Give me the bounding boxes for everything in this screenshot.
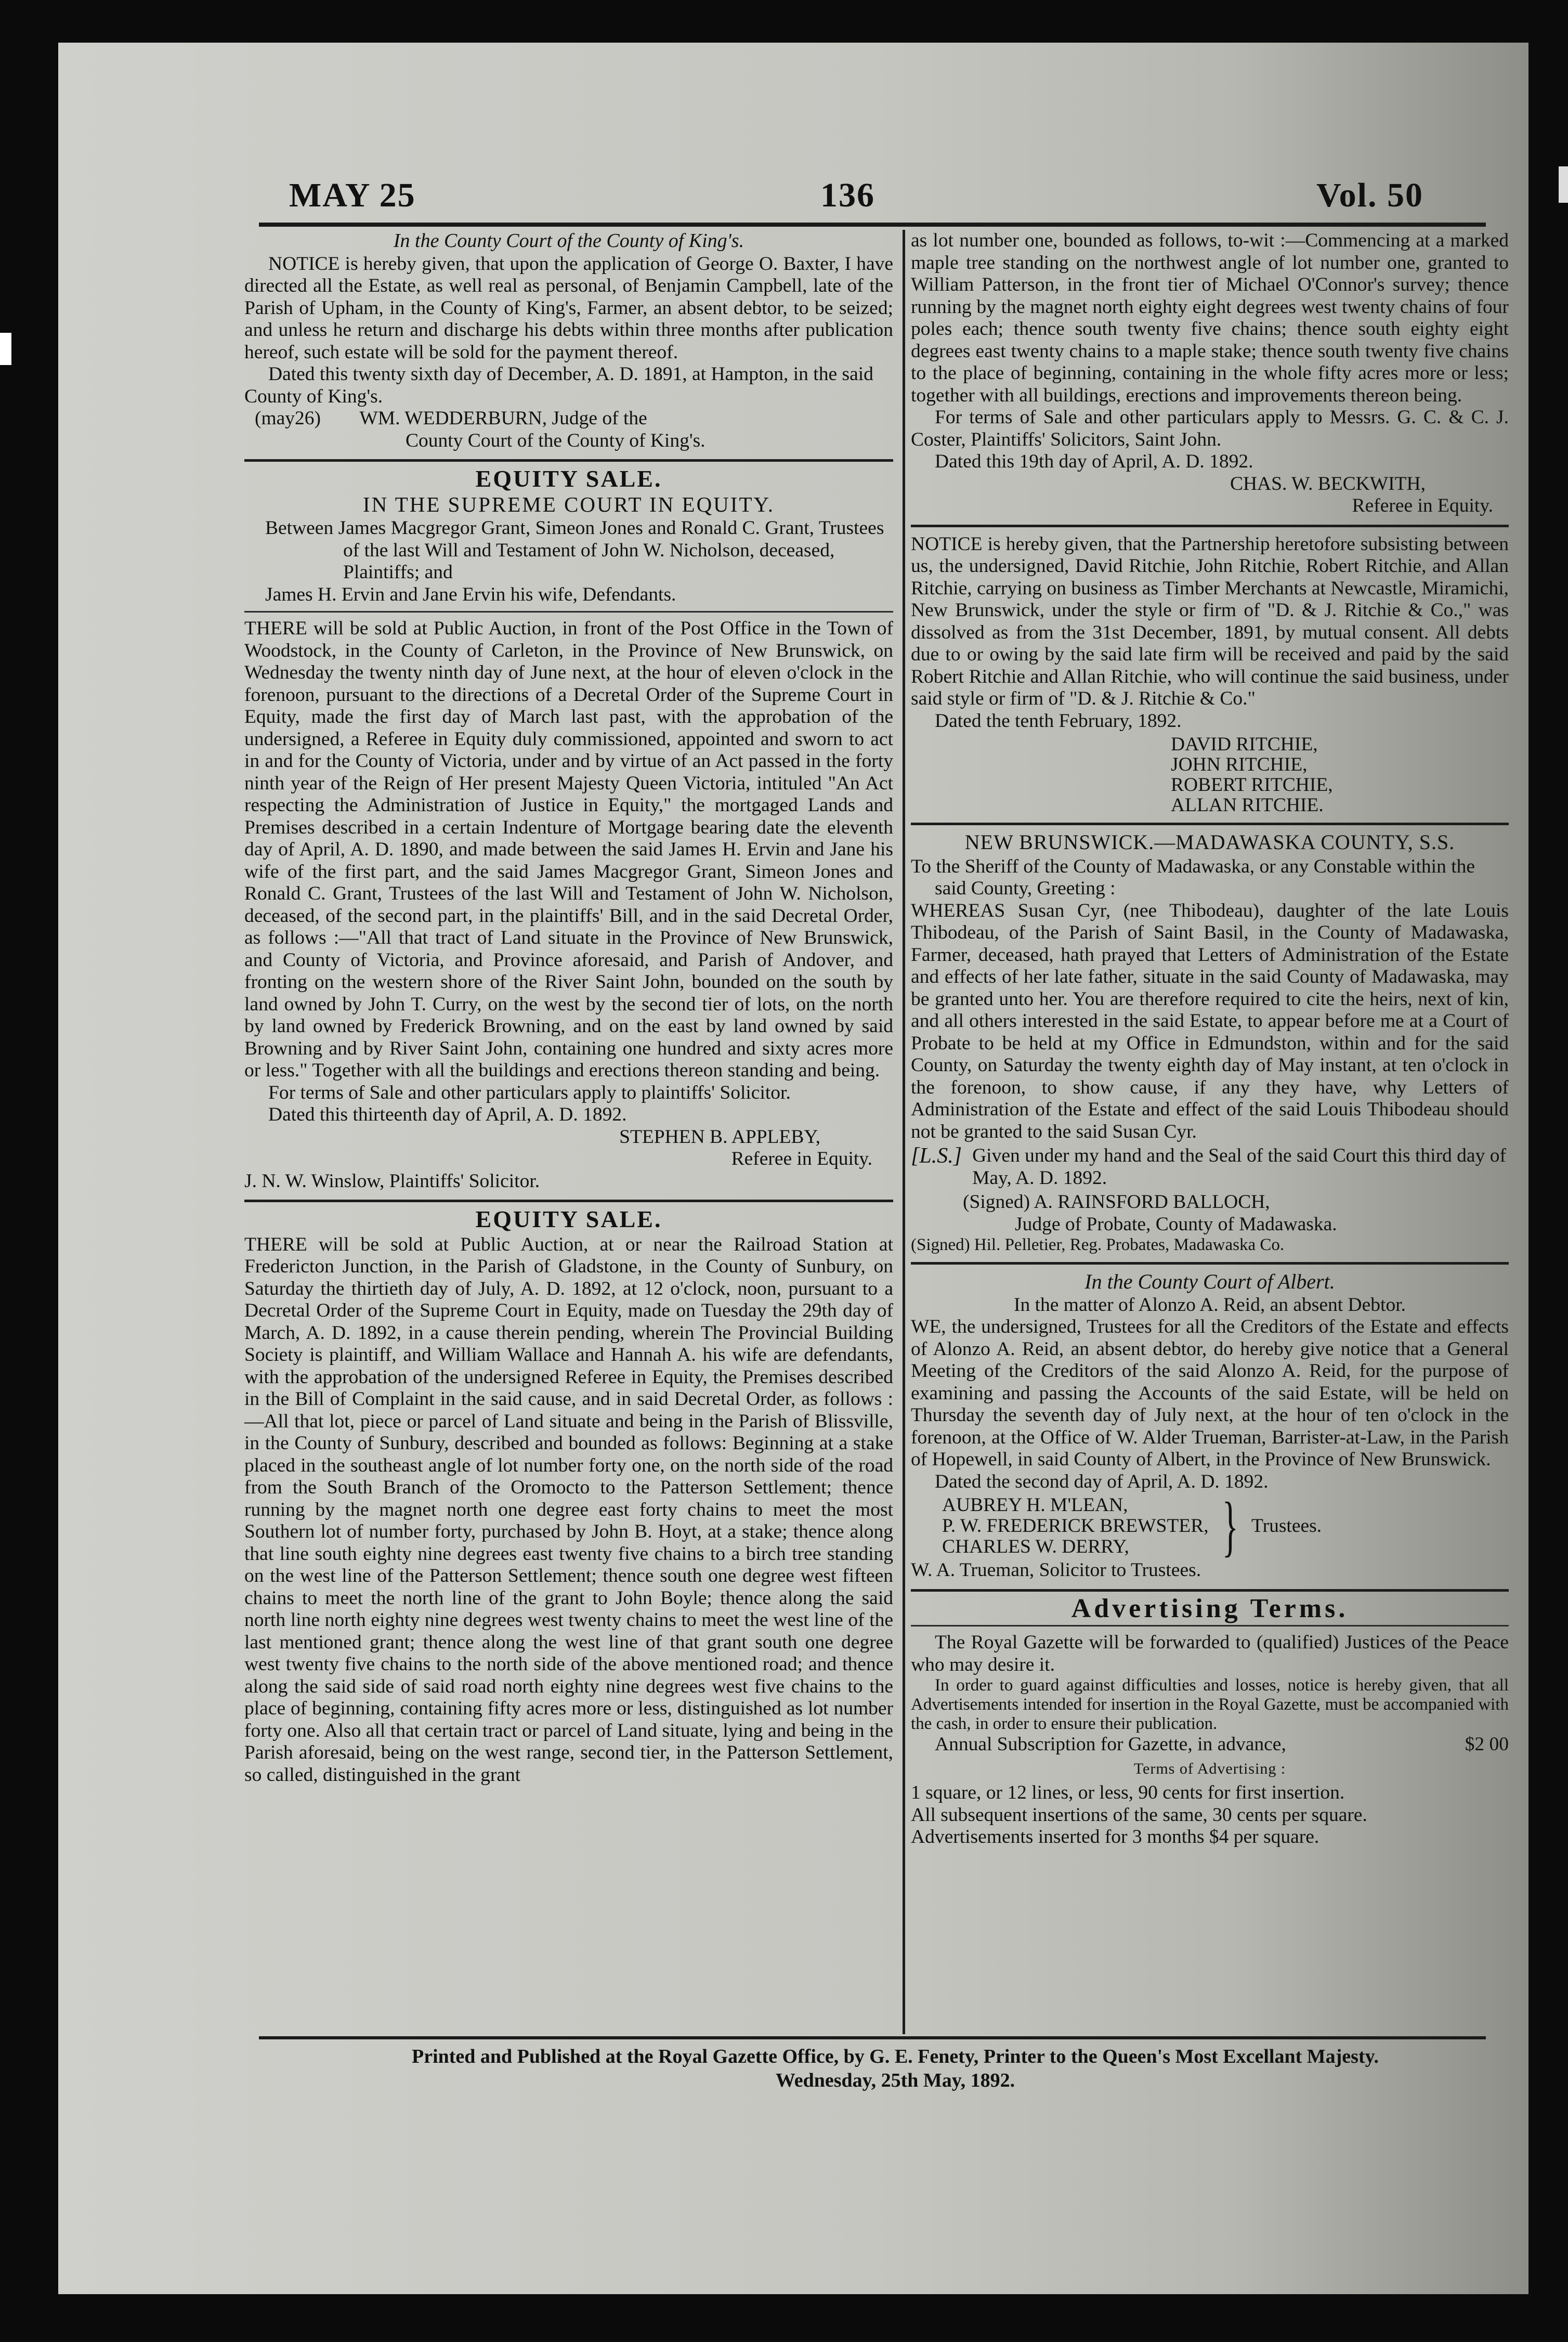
trustee-name: CHARLES W. DERRY, <box>942 1536 1129 1557</box>
trustee-block <box>911 1489 1509 1564</box>
notice-body: NOTICE is hereby given, that upon the application of George O. Baxter, I have directed all the Estate, as well real as personal, of Benjamin Campbell, late of the Parish of Upham, in the County of King's, Farmer, an absent debtor, to be seized; and unless he return and discharge his debts within three months after publication hereof, such estate will be sold for the payment thereof. <box>244 253 893 363</box>
partner-name: ROBERT RITCHIE, <box>1171 774 1333 796</box>
referee-title: Referee in Equity. <box>731 1148 872 1169</box>
court-heading: IN THE SUPREME COURT IN EQUITY. <box>362 492 775 516</box>
separator-rule <box>244 611 893 613</box>
advertising-terms <box>911 1593 1509 1849</box>
running-head <box>58 176 1528 223</box>
footer-rule <box>259 2036 1486 2039</box>
partner-name: JOHN RITCHIE, <box>1171 754 1308 775</box>
notice-heading: EQUITY SALE. <box>475 1206 662 1232</box>
trustee-name: AUBREY H. M'LEAN, <box>942 1494 1128 1516</box>
referee-name: CHAS. W. BECKWITH, <box>1230 473 1426 495</box>
seal-mark: [L.S.] <box>911 1144 962 1168</box>
gazette-distribution: The Royal Gazette will be forwarded to (qualified) Justices of the Peace who may desire it. <box>911 1632 1509 1675</box>
notice-body: THERE will be sold at Public Auction, at or near the Railroad Station at Fredericton Junction, in the Parish of Gladstone, in the County of Sunbury, on Saturday the thirtieth day of July, A. D. 1892, at 12 o'clock, noon, pursuant to a Decretal Order of the Supreme Court in Equity, made on Tuesday the 29th day of March, A. D. 1892, in a cause therein pending, wherein The Provincial Building Society is plaintiff, and William Wallace and Hannah A. his wife are defendants, with the approbation of the undersigned Referee in Equity, the Premises described in the Bill of Complaint in the said cause, and in said Decretal Order, as follows :—All that lot, piece or parcel of Land situate and being in the Parish of Blissville, in the County of Sunbury, described and bounded as follows: Beginning at a stake placed in the southeast angle of lot number forty one, on the north side of the road from the South Branch of the Oromocto to the Patterson Settlement; thence running by the magnet north one degree east forty chains to meet the most Southern lot of number forty, purchased by John B. Hoyt, at a stake; thence along that line south eighty nine degrees east twenty five chains to a birch tree standing on the west line of the Patterson Settlement; thence south one degree west fifteen chains to meet the north line of the grant to John Boyle; thence along the said north line north eighty nine degrees west twenty chains to meet the west line of the last mentioned grant; thence along the west line of that grant south one degree west twenty five chains to the north side of the above mentioned road; and thence along the said side of said road north eighty nine degrees west five chains to the place of beginning, containing fifty acres more or less, distinguished as lot number forty one. Also all that certain tract or parcel of Land situate, lying and being in the Parish aforesaid, being on the west range, second tier, in the Patterson Settlement, so called, distinguished in the grant <box>244 1233 893 1786</box>
separator-rule <box>244 1200 893 1202</box>
notice-body: NOTICE is hereby given, that the Partnership heretofore subsisting between us, the undersigned, David Ritchie, John Ritchie, Robert Ritchie, and Allan Ritchie, carrying on business as Timber Merchants at Newcastle, Miramichi, New Brunswick, under the style or firm of "D. & J. Ritchie & Co.," was dissolved as from the 31st December, 1891, by mutual consent. All debts due to or owing by the said late firm will be received and paid by the said Robert Ritchie and Allan Ritchie, who will continue the said business, under said style or firm of "D. & J. Ritchie & Co." <box>911 533 1509 709</box>
judge-signature: (Signed) A. RAINSFORD BALLOCH, <box>963 1191 1270 1213</box>
issue-date: MAY 25 <box>289 176 416 214</box>
newspaper-page <box>58 43 1528 2294</box>
equity-sale-sunbury-continued <box>911 230 1509 517</box>
subscription-row <box>911 1734 1509 1756</box>
rate-line: 1 square, or 12 lines, or less, 90 cents for first insertion. <box>911 1782 1345 1803</box>
notice-terms: For terms of Sale and other particulars apply to plaintiffs' Solicitor. <box>268 1082 791 1103</box>
section-heading: Advertising Terms. <box>1071 1593 1349 1623</box>
seal-row <box>911 1145 1509 1189</box>
brace-glyph: } <box>1222 1489 1238 1564</box>
right-column <box>911 230 1509 1852</box>
terms-subheading: Terms of Advertising : <box>1133 1760 1286 1777</box>
notice-heading: In the County Court of Albert. <box>1084 1270 1335 1293</box>
judge-title: Judge of Probate, County of Madawaska. <box>1015 1213 1337 1235</box>
notice-signature: (may26) WM. WEDDERBURN, Judge of the <box>255 408 647 429</box>
imprint-line: Printed and Published at the Royal Gazette Office, by G. E. Fenety, Printer to the Queen's Most Excellant Majesty. <box>411 2046 1379 2067</box>
separator-rule <box>911 823 1509 825</box>
equity-sale-sunbury <box>244 1208 893 1786</box>
notice-dated: Dated the tenth February, 1892. <box>935 710 1182 732</box>
notice-address: To the Sheriff of the County of Madawaska, or any Constable within the said County, Greeting : <box>911 855 1475 899</box>
column-rule <box>903 230 905 2034</box>
rate-line: All subsequent insertions of the same, 30 cents per square. <box>911 1804 1367 1826</box>
notice-dated: Dated the second day of April, A. D. 1892. <box>935 1471 1269 1492</box>
parties-defendants: James H. Ervin and Jane Ervin his wife, Defendants. <box>265 583 676 605</box>
madawaska-probate-notice <box>911 831 1509 1255</box>
albert-county-notice <box>911 1271 1509 1582</box>
partner-signatures <box>1171 734 1509 815</box>
volume-number: Vol. 50 <box>1316 176 1423 214</box>
left-column <box>244 230 893 1789</box>
equity-sale-woodstock <box>244 465 893 1192</box>
matter-line: In the matter of Alonzo A. Reid, an absent Debtor. <box>1014 1294 1406 1316</box>
separator-rule <box>911 1625 1509 1627</box>
notice-heading: NEW BRUNSWICK.—MADAWASKA COUNTY, S.S. <box>964 830 1455 854</box>
page-number: 136 <box>820 176 875 214</box>
notice-dated: Dated this thirteenth day of April, A. D. 1892. <box>268 1104 627 1125</box>
imprint-date: Wednesday, 25th May, 1892. <box>775 2070 1015 2091</box>
cash-notice: In order to guard against difficulties and losses, notice is hereby given, that all Advertisements intended for insertion in the Royal Gazette, must be accompanied with the cash, in order to ensure their publication. <box>911 1676 1509 1733</box>
notice-body: THERE will be sold at Public Auction, in front of the Post Office in the Town of Woodstock, in the County of Carleton, in the Province of New Brunswick, on Wednesday the twenty ninth day of June next, at the hour of eleven o'clock in the forenoon, pursuant to the directions of a Decretal Order of the Supreme Court in Equity, made the first day of March last past, with the approbation of the undersigned, a Referee in Equity duly commissioned, appointed and sworn to act in and for the County of Victoria, under and by virtue of an Act passed in the forty ninth year of the Reign of Her present Majesty Queen Victoria, intituled "An Act respecting the Administration of Justice in Equity," the mortgaged Lands and Premises described in a certain Indenture of Mortgage bearing date the eleventh day of April, A. D. 1890, and made between the said James H. Ervin and Jane his wife of the first part, and the said James Macgregor Grant, Simeon Jones and Ronald C. Grant, Trustees of the last Will and Testament of John W. Nicholson, deceased, of the second part, in the plaintiffs' Bill, and in the said Decretal Order, as follows :—"All that tract of Land situate in the Province of New Brunswick, and County of Victoria, and Province aforesaid, and Parish of Andover, and fronting on the western shore of the River Saint John, bounded on the south by land owned by John T. Curry, on the west by the second tier of lots, on the north by land owned by Frederick Browning, and on the east by land owned by said Browning and by River Saint John, containing one hundred and sixty acres more or less." Together with all the buildings and erections thereon standing and being. <box>244 618 893 1081</box>
notice-body: WHEREAS Susan Cyr, (nee Thibodeau), daughter of the late Louis Thibodeau, of the Parish of Saint Basil, in the County of Madawaska, Farmer, deceased, hath prayed that Letters of Administration of the Estate and effects of her late father, situate in the said County of Madawaska, may be granted unto her. You are therefore required to cite the heirs, next of kin, and all others interested in the said Estate, to appear before me at a Court of Probate to be held at my Office in Edmundston, within and for the said County, on Saturday the twenty eighth day of May instant, at ten o'clock in the forenoon, to show cause, if any they have, why Letters of Administration of the Estate and effect of the said Louis Thibodeau should not be granted to the said Susan Cyr. <box>911 900 1509 1142</box>
trustee-name: P. W. FREDERICK BREWSTER, <box>942 1515 1209 1537</box>
given-under-seal: Given under my hand and the Seal of the said Court this third day of May, A. D. 1892. <box>972 1145 1506 1189</box>
notice-dated: Dated this 19th day of April, A. D. 1892. <box>935 451 1253 472</box>
subscription-price: $2 00 <box>1465 1734 1509 1755</box>
trustee-names <box>911 1495 1209 1557</box>
referee-name: STEPHEN B. APPLEBY, <box>619 1126 820 1148</box>
partner-name: DAVID RITCHIE, <box>1171 734 1318 755</box>
partnership-dissolution-notice <box>911 534 1509 816</box>
solicitor-line: W. A. Trueman, Solicitor to Trustees. <box>911 1559 1201 1581</box>
registrar-line: (Signed) Hil. Pelletier, Reg. Probates, Madawaska Co. <box>911 1235 1285 1254</box>
page-edge-marker <box>0 333 11 365</box>
separator-rule <box>911 1262 1509 1265</box>
printer-imprint <box>297 2045 1493 2092</box>
notice-heading: EQUITY SALE. <box>475 465 662 492</box>
notice-signature-title: County Court of the County of King's. <box>406 430 705 451</box>
notice-body: as lot number one, bounded as follows, to-wit :—Commencing at a marked maple tree standing on the northwest angle of lot number one, granted to William Patterson, in the front tier of Michael O'Connor's survey; thence running by the magnet north eighty eight degrees west twenty chains of four poles each; thence south twenty five chains; thence south eighty eight degrees east twenty chains to a maple stake; thence south twenty five chains to the place of beginning, containing in the whole fifty acres more or less; together with all buildings, erections and improvements thereon being. <box>911 230 1509 406</box>
page-edge-marker <box>1559 166 1568 203</box>
notice-heading: In the County Court of the County of King's. <box>393 230 744 252</box>
referee-title: Referee in Equity. <box>1352 495 1493 516</box>
solicitor-line: J. N. W. Winslow, Plaintiffs' Solicitor. <box>244 1170 540 1192</box>
partner-name: ALLAN RITCHIE. <box>1171 795 1324 816</box>
notice-terms: For terms of Sale and other particulars apply to Messrs. G. C. & C. J. Coster, Plaintiffs' Solicitors, Saint John. <box>911 407 1509 450</box>
notice-body: WE, the undersigned, Trustees for all the Creditors of the Estate and effects of Alonzo A. Reid, an absent debtor, do hereby give notice that a General Meeting of the Creditors of the said Alonzo A. Reid, for the purpose of examining and passing the Accounts of the said Estate, will be held on Thursday the seventh day of July next, at the hour of ten o'clock in the forenoon, at the Office of W. Alder Trueman, Barrister-at-Law, in the Parish of Hopewell, in said County of Albert, in the Province of New Brunswick. <box>911 1316 1509 1470</box>
rate-line: Advertisements inserted for 3 months $4 per square. <box>911 1826 1319 1847</box>
parties-plaintiffs: Between James Macgregor Grant, Simeon Jones and Ronald C. Grant, Trustees of the last Will and Testament of John W. Nicholson, deceased, Plaintiffs; and <box>265 517 884 583</box>
kings-county-notice <box>244 230 893 452</box>
separator-rule <box>244 459 893 462</box>
trustees-label: Trustees. <box>1251 1515 1322 1537</box>
separator-rule <box>911 525 1509 527</box>
subscription-label: Annual Subscription for Gazette, in advance, <box>935 1734 1286 1755</box>
separator-rule <box>911 1589 1509 1592</box>
notice-dated: Dated this twenty sixth day of December, A. D. 1891, at Hampton, in the said County of King's. <box>244 363 873 407</box>
header-rule <box>259 223 1486 227</box>
